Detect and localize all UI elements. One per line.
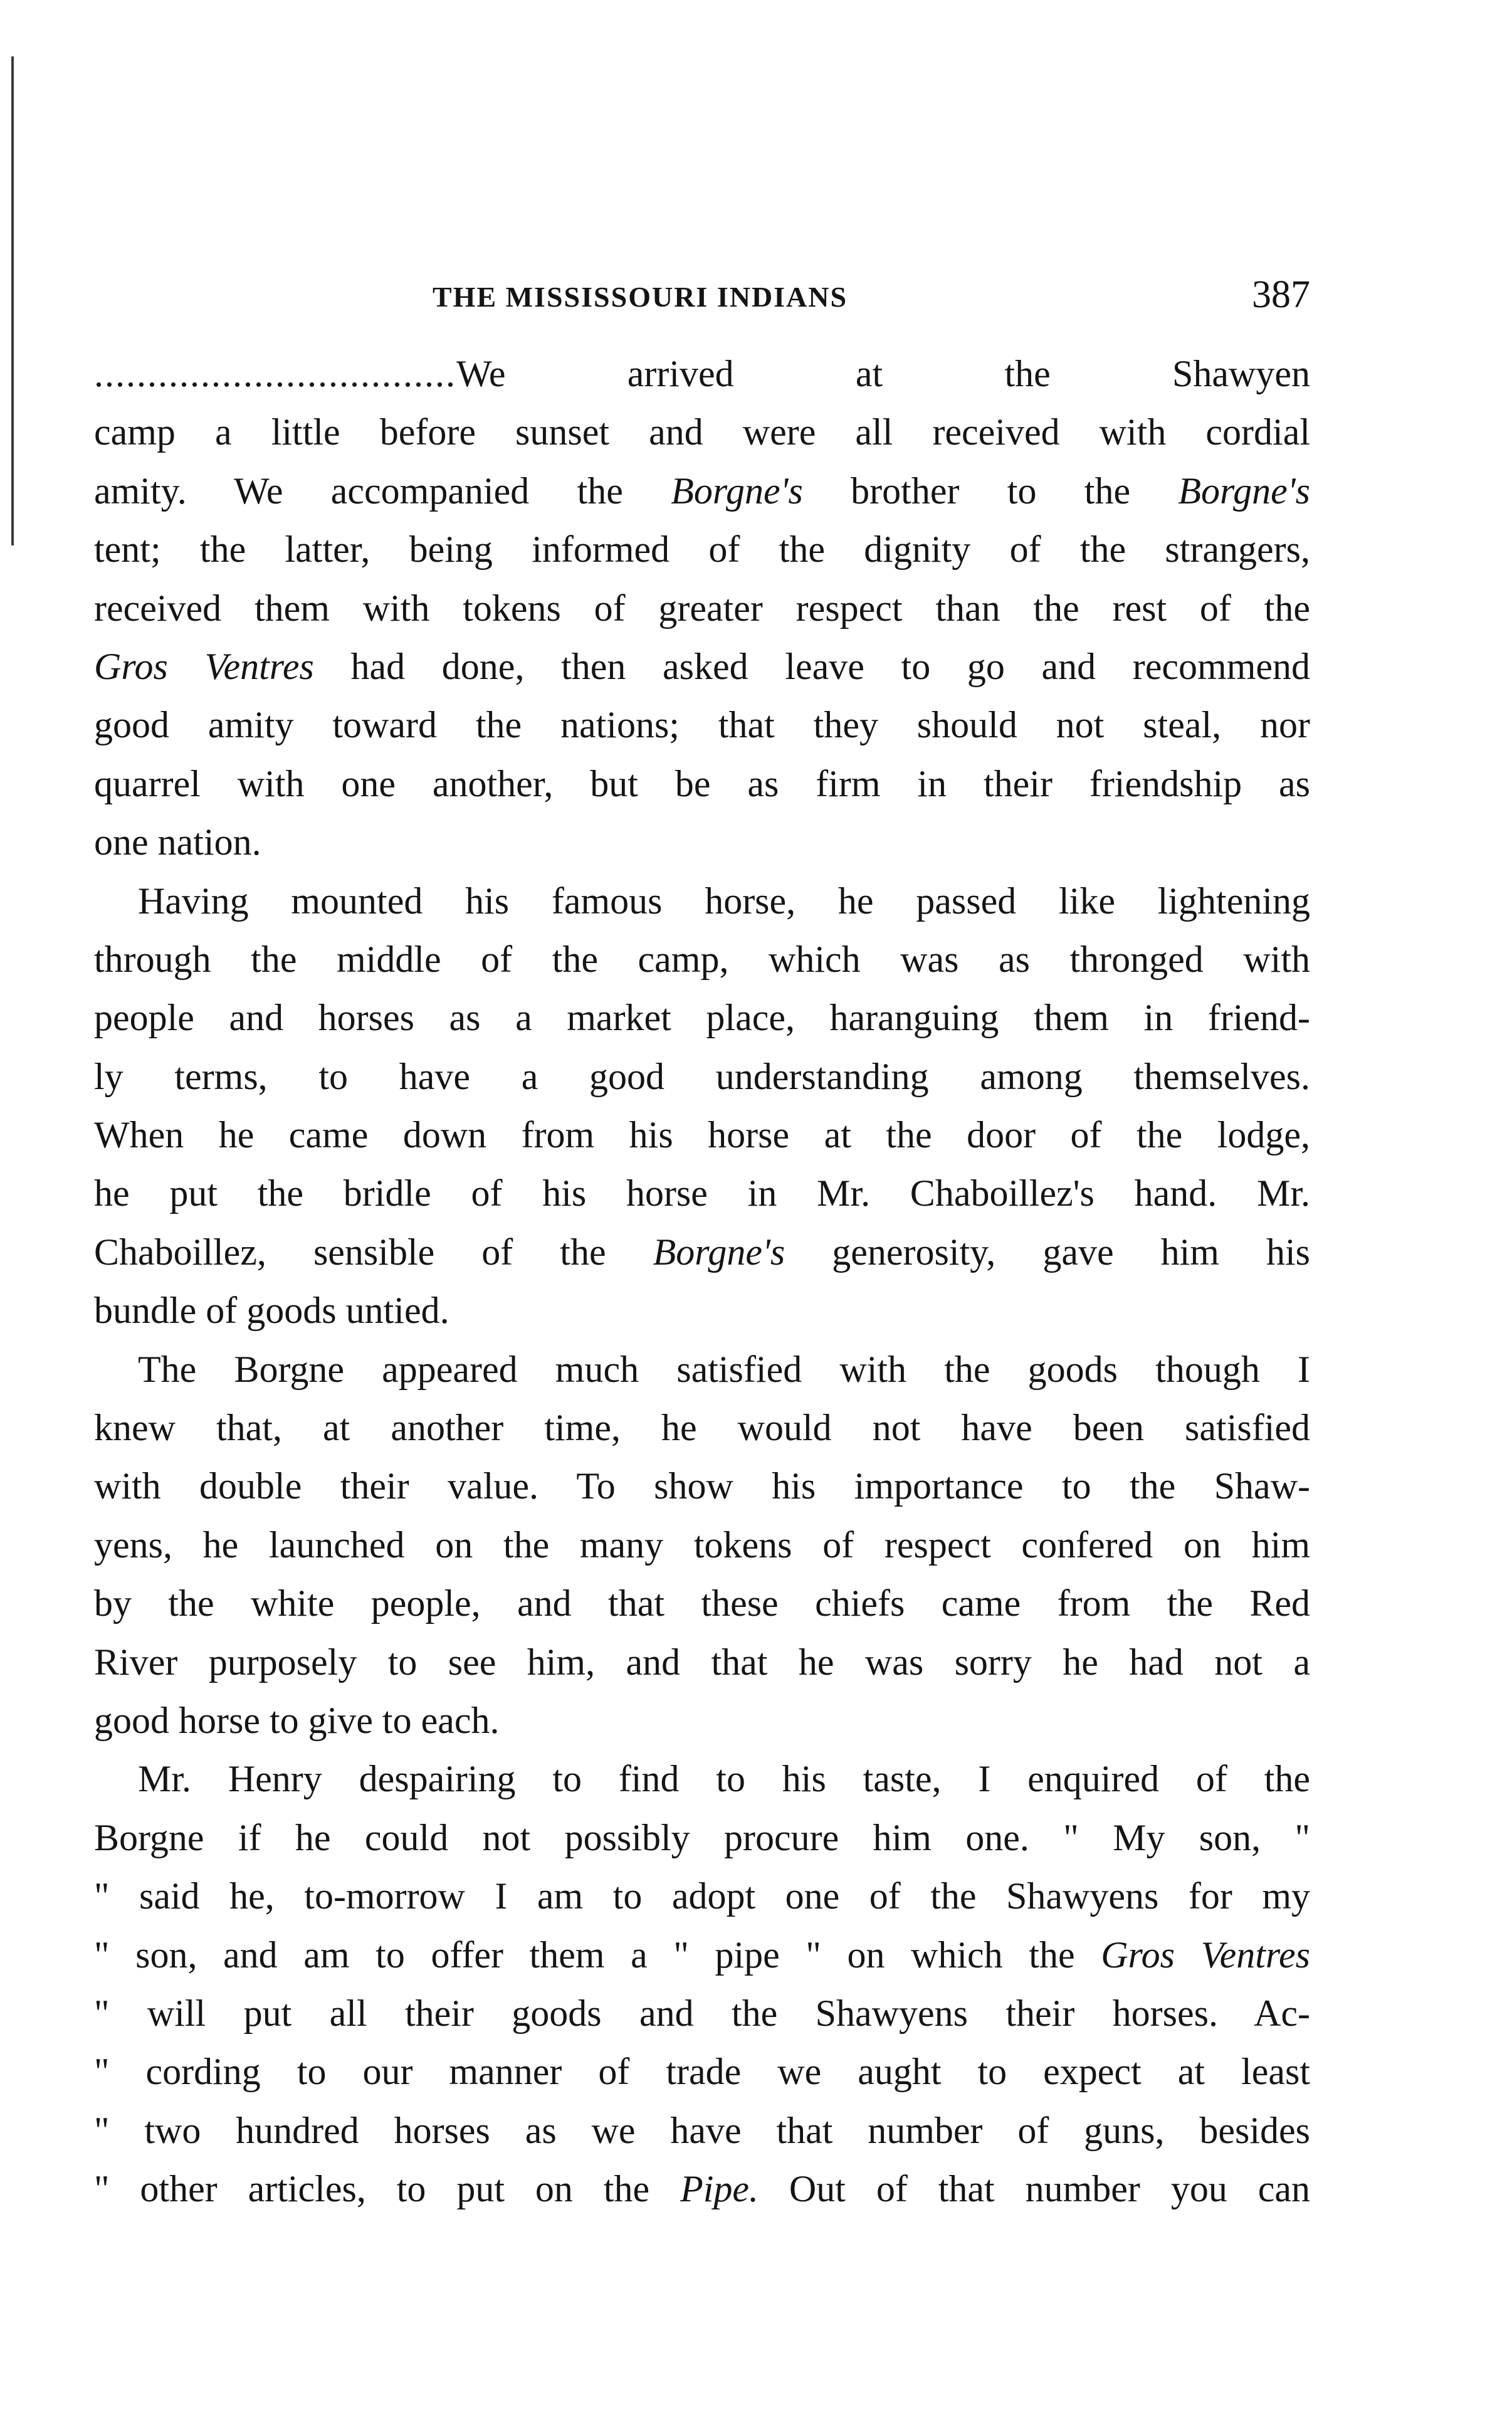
- text-line: " son, and am to offer them a " pipe " on which the Gros Ventres: [94, 1934, 1310, 1976]
- text-line: good amity toward the nations; that they should not steal, nor: [94, 704, 1310, 746]
- margin-scan-line: [11, 56, 14, 545]
- ellipsis-dots: ..................................: [94, 353, 456, 394]
- text-line: When he came down from his horse at the door of the lodge,: [94, 1114, 1310, 1156]
- body-text: [94, 345, 1310, 2219]
- text-line: Chaboillez, sensible of the Borgne's generosity, gave him his: [94, 1231, 1310, 1273]
- text-line: " other articles, to put on the Pipe. Out of that number you can: [94, 2168, 1310, 2210]
- text-line: " will put all their goods and the Shawyens their horses. Ac-: [94, 1992, 1310, 2034]
- text-line: " cording to our manner of trade we aught to expect at least: [94, 2051, 1310, 2093]
- text-line: one nation.: [94, 821, 261, 863]
- text-line: people and horses as a market place, haranguing them in friend-: [94, 997, 1310, 1039]
- italic-term: Gros Ventres: [1101, 1934, 1310, 1976]
- italic-term: Borgne's: [653, 1231, 785, 1273]
- text-line: ..................................We arrived at the Shawyen: [94, 353, 1310, 394]
- text-line: tent; the latter, being informed of the dignity of the strangers,: [94, 529, 1310, 571]
- text-line: bundle of goods untied.: [94, 1290, 449, 1332]
- italic-term: Pipe.: [680, 2168, 759, 2210]
- text-line: " two hundred horses as we have that number of guns, besides: [94, 2109, 1310, 2151]
- text-line: River purposely to see him, and that he was sorry he had not a: [94, 1641, 1310, 1683]
- italic-term: Gros Ventres: [94, 645, 314, 687]
- page-number: 387: [1252, 273, 1310, 316]
- text-line: " said he, to-morrow I am to adopt one of the Shawyens for my: [94, 1875, 1310, 1917]
- text-line: by the white people, and that these chiefs came from the Red: [94, 1582, 1310, 1624]
- text-line: Borgne if he could not possibly procure him one. " My son, ": [94, 1816, 1310, 1858]
- text-line: received them with tokens of greater respect than the rest of the: [94, 587, 1310, 629]
- text-line: amity. We accompanied the Borgne's brother to the Borgne's: [94, 470, 1310, 512]
- text-line: he put the bridle of his horse in Mr. Chaboillez's hand. Mr.: [94, 1172, 1310, 1214]
- text-line: with double their value. To show his importance to the Shaw-: [94, 1465, 1310, 1507]
- text-line: Gros Ventres had done, then asked leave to go and recommend: [94, 645, 1311, 687]
- running-title: THE MISSISSOURI INDIANS: [433, 281, 848, 313]
- italic-term: Borgne's: [671, 470, 803, 512]
- text-line: through the middle of the camp, which was as thronged with: [94, 938, 1310, 980]
- text-line: yens, he launched on the many tokens of respect confered on him: [94, 1524, 1310, 1566]
- page-header: [94, 273, 1310, 323]
- text-line: ly terms, to have a good understanding among themselves.: [94, 1055, 1310, 1097]
- text-line: knew that, at another time, he would not have been satisfied: [94, 1407, 1310, 1449]
- text-line: quarrel with one another, but be as firm in their friendship as: [94, 762, 1310, 804]
- italic-term: Borgne's: [1178, 470, 1310, 512]
- paragraph-first-line: The Borgne appeared much satisfied with the goods though I: [138, 1348, 1310, 1390]
- text-line: camp a little before sunset and were all received with cordial: [94, 411, 1310, 453]
- paragraph-first-line: Mr. Henry despairing to find to his taste, I enquired of the: [138, 1758, 1310, 1800]
- text-line: good horse to give to each.: [94, 1699, 500, 1741]
- paragraph-first-line: Having mounted his famous horse, he passed like lightening: [138, 880, 1310, 922]
